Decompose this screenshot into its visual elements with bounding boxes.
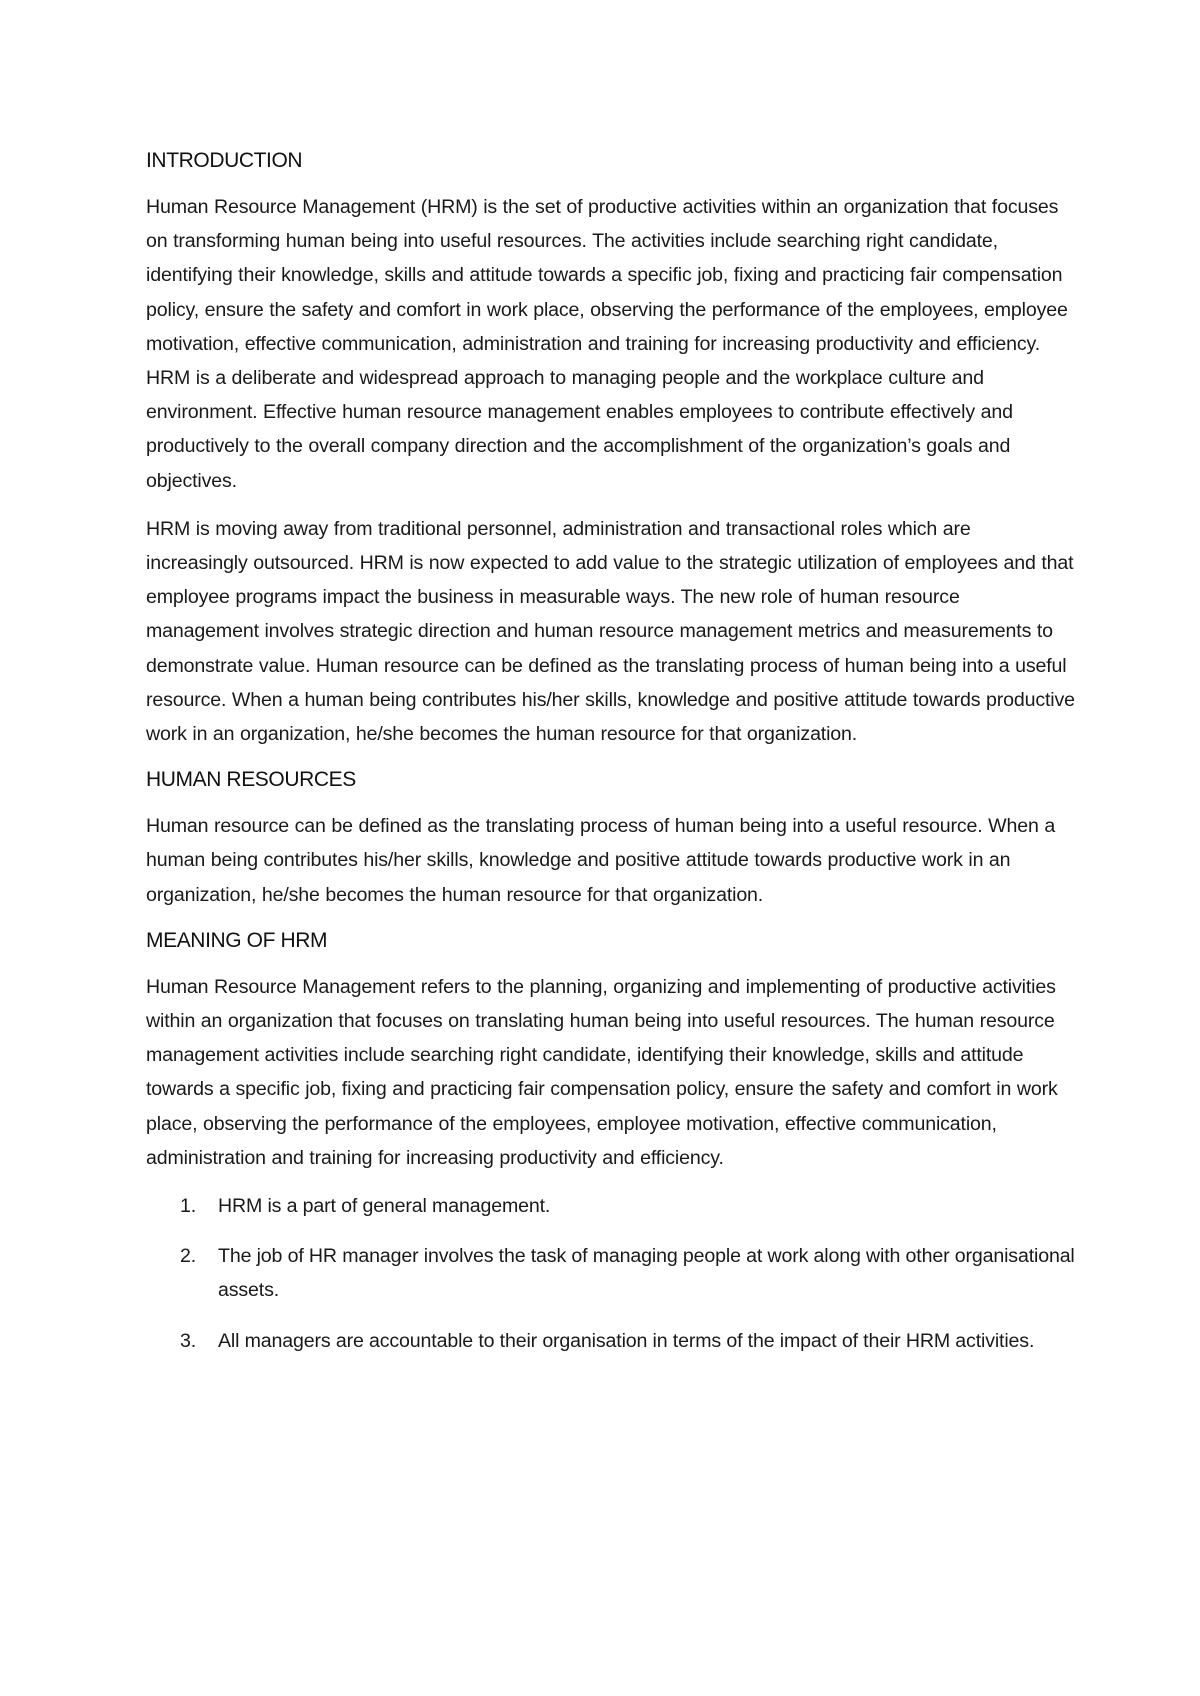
introduction-paragraph-1: Human Resource Management (HRM) is the set of productive activities within an organization that focuses on transforming human being into useful resources. The activities include searching right candidate, identifying their knowledge, skills and attitude towards a specific job, fixing and practicing fair compensation policy, ensure the safety and comfort in work place, observing the performance of the employees, employee motivation, effective communication, administration and training for increasing productivity and efficiency. HRM is a deliberate and widespread approach to managing people and the workplace culture and environment. Effective human resource management enables employees to contribute effectively and productively to the overall company direction and the accomplishment of the organization’s goals and objectives.	[146, 196, 1068, 492]
section-heading-meaning-of-hrm: MEANING OF HRM	[146, 928, 328, 952]
human-resources-paragraph: Human resource can be defined as the translating process of human being into a useful resource. When a human being contributes his/her skills, knowledge and positive attitude towards productive work in an organization, he/she becomes the human resource for that organization.	[146, 815, 1056, 906]
list-item-text: HRM is a part of general management.	[218, 1195, 551, 1218]
list-item-number: 1.	[180, 1195, 197, 1218]
list-item	[146, 1239, 1076, 1307]
list-item	[146, 1189, 1076, 1223]
list-item-number: 3.	[180, 1329, 197, 1352]
meaning-of-hrm-paragraph: Human Resource Management refers to the planning, organizing and implementing of productive activities within an organization that focuses on translating human being into useful resources. The human resource management activities include searching right candidate, identifying their knowledge, skills and attitude towards a specific job, fixing and practicing fair compensation policy, ensure the safety and comfort in work place, observing the performance of the employees, employee motivation, effective communication, administration and training for increasing productivity and efficiency.	[146, 975, 1058, 1169]
section-heading-introduction: INTRODUCTION	[146, 149, 303, 172]
list-item-text: All managers are accountable to their organisation in terms of the impact of their HRM activities.	[218, 1329, 1035, 1352]
list-item-number: 2.	[180, 1245, 197, 1268]
section-heading-human-resources: HUMAN RESOURCES	[146, 768, 356, 792]
document-page	[146, 146, 1076, 1374]
list-item	[146, 1324, 1076, 1358]
introduction-paragraph-2: HRM is moving away from traditional personnel, administration and transactional roles which are increasingly outsourced. HRM is now expected to add value to the strategic utilization of employees and that employee programs impact the business in measurable ways. The new role of human resource management involves strategic direction and human resource management metrics and measurements to demonstrate value. Human resource can be defined as the translating process of human being into a useful resource. When a human being contributes his/her skills, knowledge and positive attitude towards productive work in an organization, he/she becomes the human resource for that organization.	[146, 517, 1075, 746]
numbered-list	[146, 1189, 1076, 1358]
list-item-text: The job of HR manager involves the task of managing people at work along with other organisational assets.	[218, 1245, 1075, 1302]
